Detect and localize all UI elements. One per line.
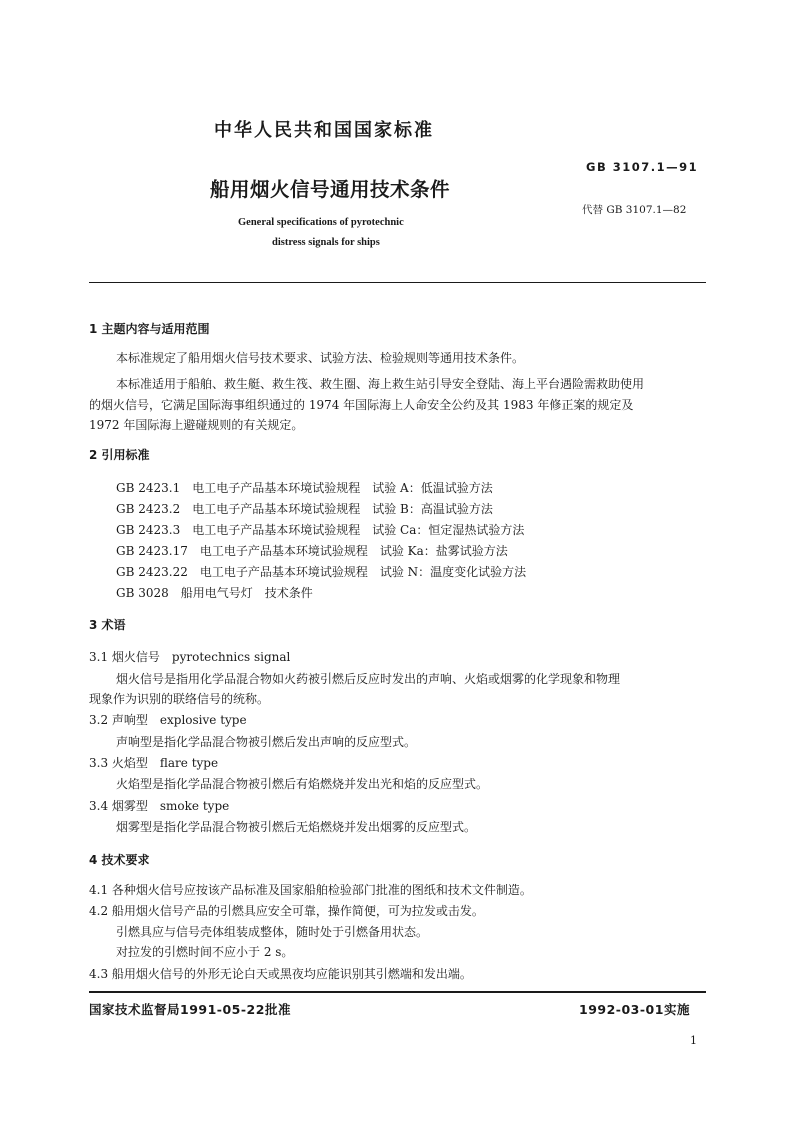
document-title: 船用烟火信号通用技术条件 [210,178,451,201]
requirement-4-2: 4.2 船用烟火信号产品的引燃具应安全可靠，操作简便，可为拉发或击发。 [89,904,484,918]
english-title-line-2: distress signals for ships [272,237,380,248]
section-2-heading: 2 引用标准 [89,448,150,462]
section-1-paragraph-2-line-3: 1972 年国际海上避碰规则的有关规定。 [89,418,304,432]
reference-text: 电工电子产品基本环境试验规程 试验 N：温度变化试验方法 [199,565,527,579]
footer-divider [89,991,706,993]
reference-item [116,584,313,601]
reference-text: 电工电子产品基本环境试验规程 试验 Ka：盐雾试验方法 [199,544,508,558]
term-3-1-body-line-2: 现象作为识别的联络信号的统称。 [89,692,270,706]
reference-code: GB 2423.2 [116,502,181,516]
approval-note: 国家技术监督局1991-05-22批准 [89,1002,291,1017]
section-3-heading: 3 术语 [89,618,126,632]
reference-text: 电工电子产品基本环境试验规程 试验 B：高温试验方法 [192,502,493,516]
reference-item [116,479,493,496]
reference-code: GB 2423.3 [116,523,181,537]
term-3-1-heading: 3.1 烟火信号 pyrotechnics signal [89,650,291,664]
reference-item [116,563,526,580]
section-1-paragraph-1: 本标准规定了船用烟火信号技术要求、试验方法、检验规则等通用技术条件。 [116,351,525,365]
term-3-2-heading: 3.2 声响型 explosive type [89,713,247,727]
reference-text: 船用电气号灯 技术条件 [180,586,313,600]
term-3-2-body: 声响型是指化学品混合物被引燃后发出声响的反应型式。 [116,735,417,749]
section-1-paragraph-2-line-1: 本标准适用于船舶、救生艇、救生筏、救生圈、海上救生站引导安全登陆、海上平台遇险需救助使用 [116,377,645,391]
reference-code: GB 3028 [116,586,169,600]
section-1-paragraph-2-line-2: 的烟火信号，它满足国际海事组织通过的 1974 年国际海上人命安全公约及其 1983 年修正案的规定及 [89,398,634,412]
replaces-note: 代替 GB 3107.1—82 [582,204,687,216]
english-title-line-1: General specifications of pyrotechnic [238,217,404,228]
reference-code: GB 2423.1 [116,481,181,495]
effective-date: 1992-03-01实施 [579,1002,690,1017]
reference-item [116,500,493,517]
header-divider [89,282,706,283]
term-3-1-body-line-1: 烟火信号是指用化学品混合物如火药被引燃后反应时发出的声响、火焰或烟雾的化学现象和物理 [116,672,621,686]
section-1-heading: 1 主题内容与适用范围 [89,322,210,336]
reference-item [116,521,524,538]
term-3-4-body: 烟雾型是指化学品混合物被引燃后无焰燃烧并发出烟雾的反应型式。 [116,820,477,834]
term-3-3-body: 火焰型是指化学品混合物被引燃后有焰燃烧并发出光和焰的反应型式。 [116,777,489,791]
reference-text: 电工电子产品基本环境试验规程 试验 A：低温试验方法 [192,481,493,495]
section-4-heading: 4 技术要求 [89,853,150,867]
reference-item [116,542,508,559]
term-3-3-heading: 3.3 火焰型 flare type [89,756,219,770]
requirement-4-2-line-3: 对拉发的引燃时间不应小于 2 s。 [116,945,294,959]
requirement-4-3: 4.3 船用烟火信号的外形无论白天或黑夜均应能识别其引燃端和发出端。 [89,967,472,981]
requirement-4-1: 4.1 各种烟火信号应按该产品标准及国家船舶检验部门批准的图纸和技术文件制造。 [89,883,532,897]
standard-code: GB 3107.1—91 [586,160,699,174]
standard-org-title: 中华人民共和国国家标准 [214,120,434,141]
reference-text: 电工电子产品基本环境试验规程 试验 Ca：恒定湿热试验方法 [192,523,525,537]
requirement-4-2-line-2: 引燃具应与信号壳体组装成整体，随时处于引燃备用状态。 [116,925,429,939]
reference-code: GB 2423.17 [116,544,188,558]
page-number: 1 [690,1034,697,1047]
term-3-4-heading: 3.4 烟雾型 smoke type [89,799,230,813]
reference-code: GB 2423.22 [116,565,188,579]
